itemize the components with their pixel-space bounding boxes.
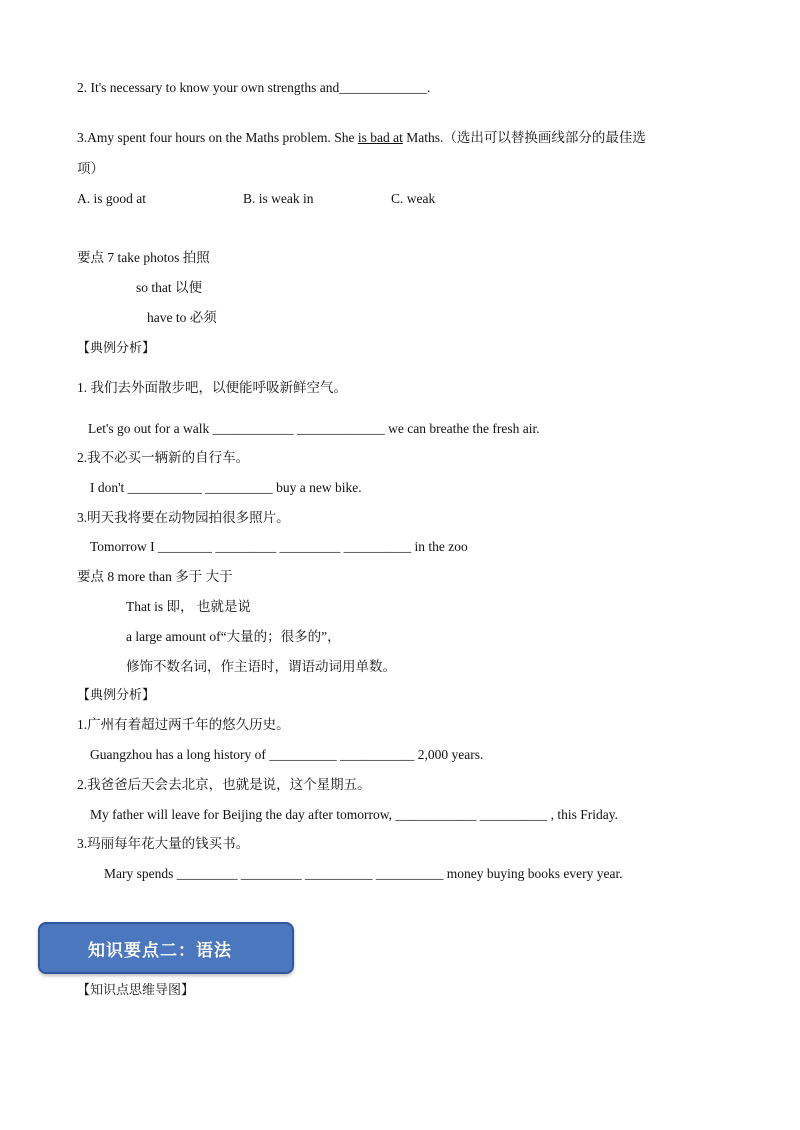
example-analysis-heading: 【典例分析】 <box>77 341 156 356</box>
section-banner <box>38 922 294 974</box>
exercise-3-chinese: 3.玛丽每年花大量的钱买书。 <box>77 836 250 851</box>
example-3-chinese: 3.明天我将要在动物园拍很多照片。 <box>77 510 290 525</box>
example-1-chinese: 1. 我们去外面散步吧，以便能呼吸新鲜空气。 <box>77 380 347 395</box>
question-3 <box>77 129 646 147</box>
question-3-text: 3.Amy spent four hours on the Maths problem. She <box>77 130 358 145</box>
point-8-large-amount: a large amount of“大量的；很多的”， <box>126 629 341 644</box>
example-2-english: I don't ___________ __________ buy a new bike. <box>90 480 362 495</box>
question-3-instruction: Maths.（选出可以替换画线部分的最佳选 <box>402 130 646 145</box>
example-1-english: Let's go out for a walk ____________ _____________ we can breathe the fresh air. <box>88 421 540 436</box>
exercise-1-chinese: 1.广州有着超过两千年的悠久历史。 <box>77 717 290 732</box>
example-analysis-heading-2: 【典例分析】 <box>77 688 156 703</box>
question-2: 2. It's necessary to know your own strengths and_____________. <box>77 80 431 95</box>
point-8-rule: 修饰不数名词，作主语时，谓语动词用单数。 <box>126 659 396 674</box>
mindmap-heading: 【知识点思维导图】 <box>77 983 195 998</box>
point-7-so-that: so that 以便 <box>136 280 202 295</box>
exercise-2-english: My father will leave for Beijing the day after tomorrow, ____________ __________ , this Friday. <box>90 807 619 822</box>
section-banner-title: 知识要点二：语法 <box>88 941 232 961</box>
option-a: A. is good at <box>77 191 146 206</box>
example-2-chinese: 2.我不必买一辆新的自行车。 <box>77 450 250 465</box>
example-3-english: Tomorrow I ________ _________ _________ __________ in the zoo <box>90 539 468 554</box>
option-b: B. is weak in <box>243 191 314 206</box>
point-7-title: 要点 7 take photos 拍照 <box>77 250 210 265</box>
question-3-continued: 项） <box>77 161 104 176</box>
point-8-title: 要点 8 more than 多于 大于 <box>77 569 233 584</box>
underlined-phrase: is bad at <box>357 130 403 145</box>
exercise-3-english: Mary spends _________ _________ __________ __________ money buying books every year. <box>104 866 623 881</box>
point-8-that-is: That is 即， 也就是说 <box>126 599 251 614</box>
exercise-2-chinese: 2.我爸爸后天会去北京，也就是说，这个星期五。 <box>77 777 371 792</box>
option-c: C. weak <box>391 191 436 206</box>
exercise-1-english: Guangzhou has a long history of __________ ___________ 2,000 years. <box>90 747 484 762</box>
point-7-have-to: have to 必须 <box>147 310 217 325</box>
